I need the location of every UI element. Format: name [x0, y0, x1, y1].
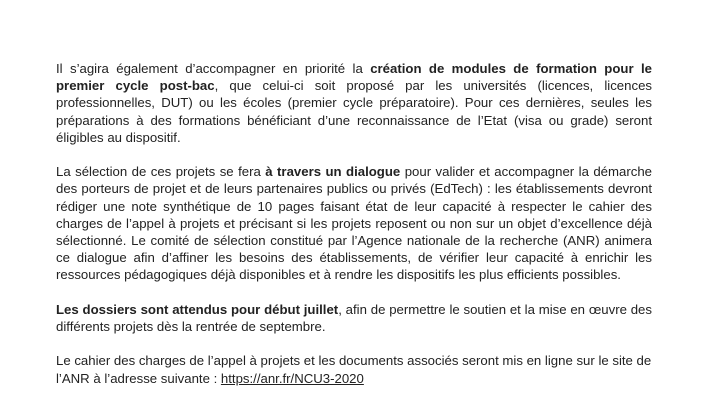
paragraph-text: La sélection de ces projets se fera: [56, 164, 266, 180]
paragraph-dossiers-juillet: [56, 301, 652, 335]
paragraph-text: , que celui-ci soit proposé par les universités (licences, licences professionnelles, DUT) ou les écoles (premier cycle préparatoire). Pour ces dernières, seules les préparations à des formations bénéficiant d’une reconnaissance de l’Etat (visa ou grade) seront éligibles au dispositif.: [56, 78, 652, 145]
paragraph-text: pour valider et accompagner la démarche des porteurs de projet et de leurs partenaires publics ou privés (EdTech) : les établissements devront rédiger une note synthétique de 10 pages faisant état de leur capacité à respecter le cahier des charges de l’appel à projets et précisant si les projets reposent ou non sur un objet d’excellence déjà sélectionné. Le comité de sélection constitué par l’Agence nationale de la recherche (ANR) animera ce dialogue afin d’affiner les besoins des établissements, de vérifier leur capacité à enrichir les ressources pédagogiques déjà disponibles et à rendre les dispositifs les plus efficients possibles.: [56, 164, 652, 283]
paragraph-text: Il s’agira également d’accompagner en priorité la: [56, 61, 371, 76]
paragraph-selection-dialogue: [56, 163, 652, 283]
emphasis-text: création de modules de formation pour le premier cycle post-bac: [56, 61, 652, 94]
document-page: [56, 60, 652, 404]
anr-link[interactable]: https://anr.fr/NCU3-2020: [220, 370, 364, 386]
emphasis-text: à travers un dialogue: [265, 164, 401, 180]
paragraph-text: Le cahier des charges de l’appel à projets et les documents associés seront mis en ligne sur le site de l’ANR à l’adresse suivante :: [56, 353, 652, 386]
paragraph-cahier-des-charges: [56, 352, 652, 386]
paragraph-text: , afin de permettre le soutien et la mise en œuvre des différents projets dès la rentrée de septembre.: [56, 301, 652, 335]
emphasis-text: Les dossiers sont attendus pour début juillet: [56, 301, 339, 317]
paragraph-modules-formation: [56, 60, 652, 146]
